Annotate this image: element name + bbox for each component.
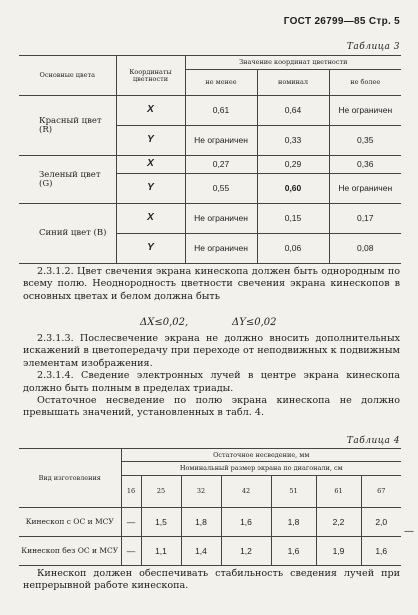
t4-cell: 2,0 xyxy=(361,508,401,537)
t3-cell: Не ограничен xyxy=(185,204,257,234)
t4-size: 61 xyxy=(316,476,361,508)
paragraph-2-3-1-4: 2.3.1.4. Сведение электронных лучей в центре экрана кинескопа должно быть полным в пределах триады. xyxy=(23,370,400,394)
t4-head-group: Остаточное несведение, мм xyxy=(121,449,401,462)
table3-caption: Таблица 3 xyxy=(346,42,400,52)
t4-size: 67 xyxy=(361,476,401,508)
text-block-1 xyxy=(23,266,400,303)
text-block-2 xyxy=(23,333,400,420)
t3-color-red: Красный цвет (R) xyxy=(19,96,116,156)
t4-cell: 1,8 xyxy=(181,508,221,537)
t3-head-group: Значение координат цветности xyxy=(185,56,401,70)
margin-mark: — xyxy=(404,526,414,537)
t3-coord: Y xyxy=(116,234,185,264)
t3-color-blue: Синий цвет (B) xyxy=(19,204,116,264)
paragraph-2-3-1-2: 2.3.1.2. Цвет свечения экрана кинескопа должен быть однородным по всему полю. Неоднородность цветности свечения экрана кинескопов в основных цветах и белом должна быть xyxy=(23,266,400,302)
t3-cell: 0,55 xyxy=(185,174,257,204)
t3-head-coords: Координаты цветности xyxy=(116,56,185,96)
t4-cell: 1,1 xyxy=(141,537,181,566)
t3-cell: Не ограничен xyxy=(185,234,257,264)
t3-coord: Y xyxy=(116,126,185,156)
table-row xyxy=(19,156,401,174)
t3-cell: 0,60 xyxy=(257,174,329,204)
t3-cell: 0,08 xyxy=(329,234,401,264)
t4-size: 25 xyxy=(141,476,181,508)
t4-cell: 1,5 xyxy=(141,508,181,537)
t3-cell: 0,36 xyxy=(329,156,401,174)
table-row xyxy=(19,537,401,566)
t4-size: 32 xyxy=(181,476,221,508)
t4-head-sub: Номинальный размер экрана по диагонали, см xyxy=(121,462,401,476)
t4-head-kind: Вид изготовления xyxy=(19,449,121,508)
t4-cell: 1,6 xyxy=(361,537,401,566)
t3-cell: 0,33 xyxy=(257,126,329,156)
t3-cell: 0,29 xyxy=(257,156,329,174)
t3-cell: Не ограничен xyxy=(329,174,401,204)
table-4 xyxy=(19,448,401,566)
t4-kind: Кинескоп с ОС и МСУ xyxy=(19,508,121,537)
t3-head-colors: Основные цвета xyxy=(19,56,116,96)
formula-dy: ΔY≤0,02 xyxy=(232,317,277,328)
paragraph-residual: Остаточное несведение по полю экрана кинескопа не должно превышать значений, установленных в табл. 4. xyxy=(23,395,400,419)
table-row xyxy=(19,204,401,234)
t4-cell: 1,9 xyxy=(316,537,361,566)
t3-head-min: не менее xyxy=(185,70,257,96)
t4-cell: 1,8 xyxy=(271,508,316,537)
paragraph-stability: Кинескоп должен обеспечивать стабильность сведения лучей при непрерывной работе кинескопа. xyxy=(23,568,400,592)
t3-cell: 0,61 xyxy=(185,96,257,126)
table-3 xyxy=(19,55,401,264)
t3-cell: 0,27 xyxy=(185,156,257,174)
paragraph-2-3-1-3: 2.3.1.3. Послесвечение экрана не должно вносить дополнительных искажений в цветопередачу при переходе от неподвижных к подвижным элементам изображения. xyxy=(23,333,400,369)
t3-coord: X xyxy=(116,204,185,234)
table-row xyxy=(19,508,401,537)
t4-cell: — xyxy=(121,537,141,566)
t3-cell: Не ограничен xyxy=(329,96,401,126)
t3-head-max: не более xyxy=(329,70,401,96)
t4-cell: 1,2 xyxy=(221,537,271,566)
page-header: ГОСТ 26799—85 Стр. 5 xyxy=(283,16,400,27)
t4-size: 51 xyxy=(271,476,316,508)
t4-size: 16 xyxy=(121,476,141,508)
t3-cell: Не ограничен xyxy=(185,126,257,156)
t3-cell: 0,17 xyxy=(329,204,401,234)
t4-cell: 1,4 xyxy=(181,537,221,566)
table-row xyxy=(19,96,401,126)
t3-head-nom: номинал xyxy=(257,70,329,96)
t3-cell: 0,15 xyxy=(257,204,329,234)
t4-size: 42 xyxy=(221,476,271,508)
t3-color-green: Зеленый цвет (G) xyxy=(19,156,116,204)
formula-dx: ΔX≤0,02, xyxy=(140,317,189,328)
t4-cell: 2,2 xyxy=(316,508,361,537)
t4-cell: 1,6 xyxy=(271,537,316,566)
t3-coord: X xyxy=(116,96,185,126)
t4-cell: — xyxy=(121,508,141,537)
t3-coord: Y xyxy=(116,174,185,204)
t3-cell: 0,64 xyxy=(257,96,329,126)
t3-cell: 0,06 xyxy=(257,234,329,264)
t3-cell: 0,35 xyxy=(329,126,401,156)
t4-cell: 1,6 xyxy=(221,508,271,537)
text-block-3 xyxy=(23,568,400,593)
t3-coord: X xyxy=(116,156,185,174)
t4-kind: Кинескоп без ОС и МСУ xyxy=(19,537,121,566)
table4-caption: Таблица 4 xyxy=(346,436,400,446)
